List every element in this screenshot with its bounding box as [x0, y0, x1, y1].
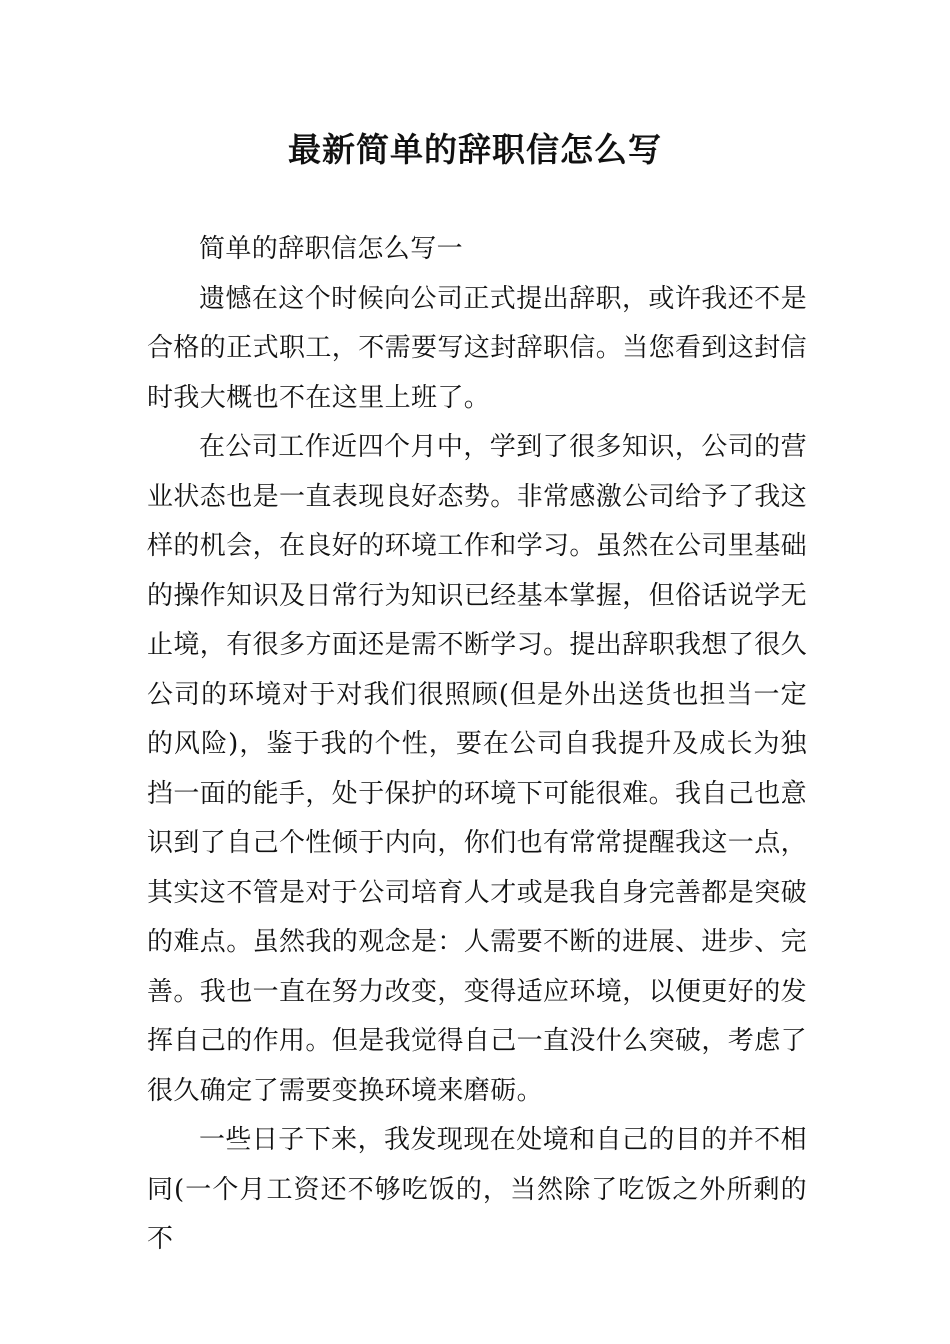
- document-title: 最新简单的辞职信怎么写: [288, 130, 662, 169]
- paragraph: 遗憾在这个时候向公司正式提出辞职，或许我还不是合格的正式职工，不需要写这封辞职信。当您看到这封信时我大概也不在这里上班了。: [147, 283, 808, 413]
- paragraph: 一些日子下来，我发现现在处境和自己的目的并不相同(一个月工资还不够吃饭的，当然除了吃饭之外所剩的不: [147, 1125, 807, 1254]
- section-heading: 简单的辞职信怎么写一: [199, 234, 464, 264]
- paragraph: 在公司工作近四个月中，学到了很多知识，公司的营业状态也是一直表现良好态势。非常感激公司给予了我这样的机会，在良好的环境工作和学习。虽然在公司里基础的操作知识及日常行为知识已经基本掌握，但俗话说学无止境，有很多方面还是需不断学习。提出辞职我想了很久公司的环境对于对我们很照顾(但是外出送货也担当一定的风险)，鉴于我的个性，要在公司自我提升及成长为独挡一面的能手，处于保护的环境下可能很难。我自己也意识到了自己个性倾于内向，你们也有常常提醒我这一点，其实这不管是对于公司培育人才或是我自身完善都是突破的难点。虽然我的观念是：人需要不断的进展、进步、完善。我也一直在努力改变，变得适应环境，以便更好的发挥自己的作用。但是我觉得自己一直没什么突破，考虑了很久确定了需要变换环境来磨砺。: [147, 432, 808, 1106]
- document-body: [147, 225, 807, 1265]
